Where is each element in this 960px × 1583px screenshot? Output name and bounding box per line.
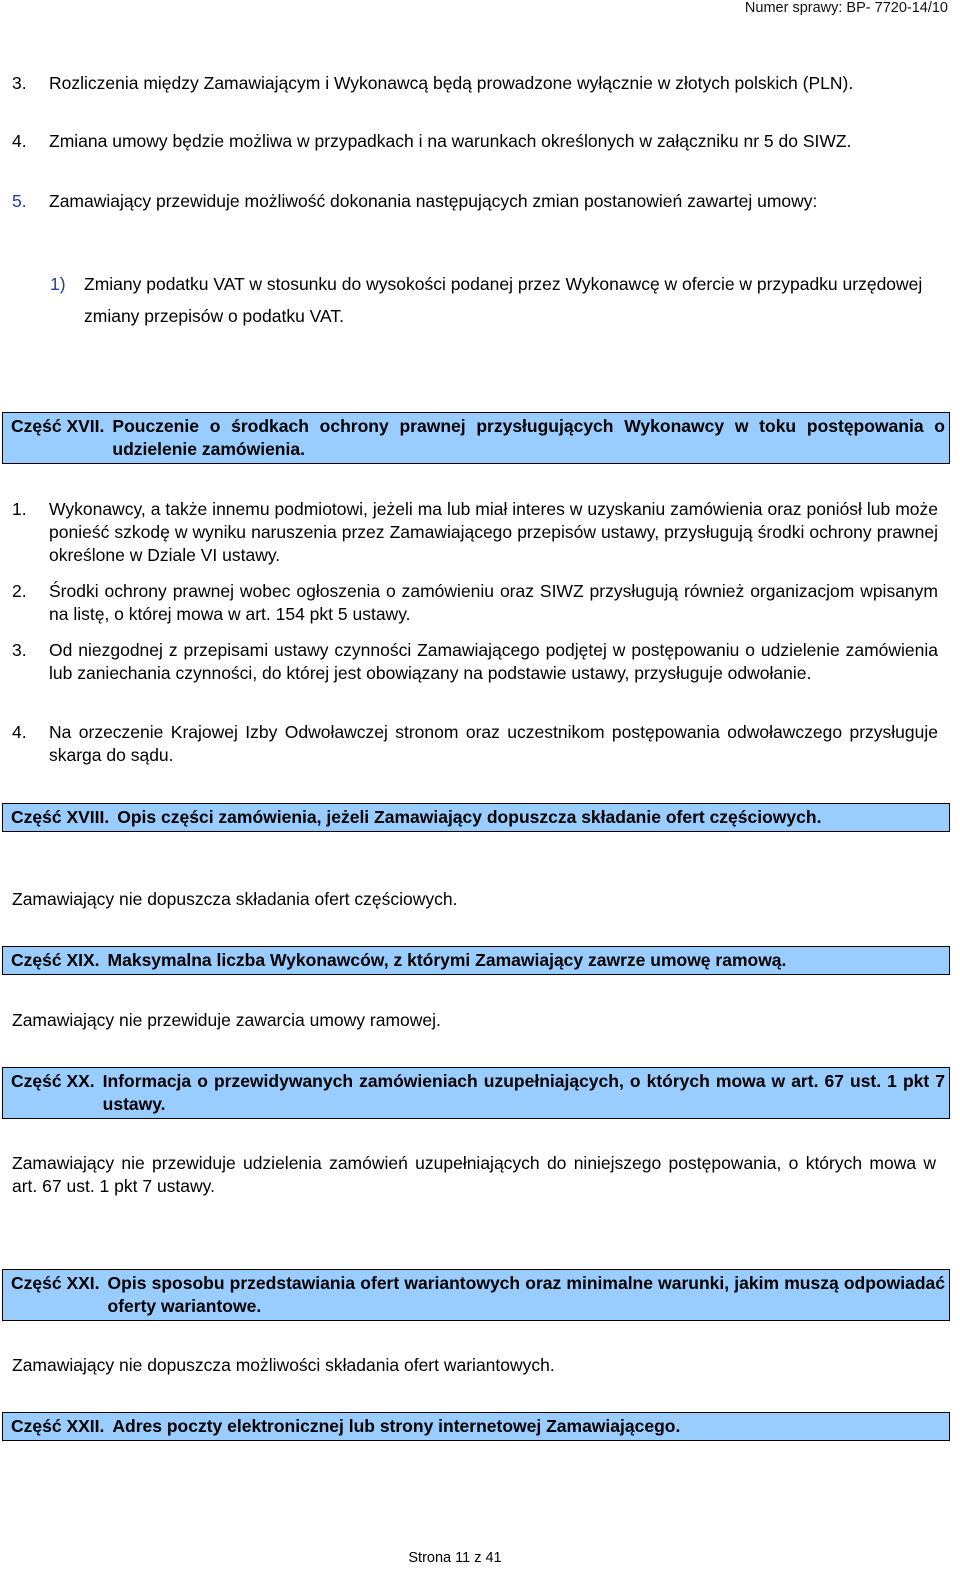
item-text: Wykonawcy, a także innemu podmiotowi, jeżeli ma lub miał interes w uzyskaniu zamówienia oraz poniósł lub może ponieść szkodę w wyniku naruszenia przez Zamawiającego przepisów ustawy, przysługują środki ochrony prawnej określone w Dziale VI ustawy. (49, 499, 938, 565)
item-text: Na orzeczenie Krajowej Izby Odwoławczej stronom oraz uczestnikom postępowania odwoławczego przysługuje skarga do sądu. (49, 722, 938, 765)
section-label: Część XVII. (11, 416, 105, 436)
section-title: Opis części zamówienia, jeżeli Zamawiający dopuszcza składanie ofert częściowych. (117, 807, 822, 827)
intro-item-5 (12, 185, 938, 217)
item-number: 4. (12, 131, 27, 151)
section-heading-xvii (2, 412, 950, 464)
item-text: Zmiana umowy będzie możliwa w przypadkach i na warunkach określonych w załączniku nr 5 do SIWZ. (49, 131, 852, 151)
item-text: Środki ochrony prawnej wobec ogłoszenia o zamówieniu oraz SIWZ przysługują również organizacjom wpisanym na listę, o której mowa w art. 154 pkt 5 ustawy. (49, 581, 938, 624)
section-title: Maksymalna liczba Wykonawców, z którymi Zamawiający zawrze umowę ramową. (107, 950, 787, 970)
section-heading-xxii (2, 1412, 950, 1441)
intro-item-3 (12, 72, 938, 95)
section-title: Pouczenie o środkach ochrony prawnej przysługujących Wykonawcy w toku postępowania o udzielenie zamówienia. (112, 416, 945, 459)
section-heading-xxi (2, 1269, 950, 1321)
section-heading-xviii (2, 803, 950, 832)
section-title: Adres poczty elektronicznej lub strony internetowej Zamawiającego. (112, 1416, 681, 1436)
item-number: 3. (12, 640, 27, 660)
item-number: 3. (12, 73, 27, 93)
xvii-item-3 (12, 639, 938, 685)
section-heading-xix (2, 946, 950, 975)
section-heading-xx (2, 1067, 950, 1119)
section-label: Część XVIII. (11, 807, 110, 827)
item-text: Rozliczenia między Zamawiającym i Wykonawcą będą prowadzone wyłącznie w złotych polskich (PLN). (49, 73, 854, 93)
xvii-item-1 (12, 498, 938, 567)
page-number: Strona 11 z 41 (408, 1550, 502, 1566)
item-number: 1. (12, 499, 27, 519)
sub-item-1 (50, 268, 930, 332)
sub-item-text: Zmiany podatku VAT w stosunku do wysokości podanej przez Wykonawcę w ofercie w przypadku urzędowej zmiany przepisów o podatku VAT. (84, 274, 923, 326)
paragraph-xix: Zamawiający nie przewiduje zawarcia umowy ramowej. (12, 1010, 441, 1030)
paragraph-xxi: Zamawiający nie dopuszcza możliwości składania ofert wariantowych. (12, 1355, 555, 1375)
item-text: Zamawiający przewiduje możliwość dokonania następujących zmian postanowień zawartej umowy: (49, 191, 818, 211)
section-title: Informacja o przewidywanych zamówieniach uzupełniających, o których mowa w art. 67 ust. 1 pkt 7 ustawy. (102, 1071, 945, 1114)
section-label: Część XIX. (11, 950, 100, 970)
xvii-item-2 (12, 580, 938, 626)
sub-item-number: 1) (50, 274, 66, 294)
item-number: 4. (12, 722, 27, 742)
item-number: 5. (12, 191, 27, 211)
section-title: Opis sposobu przedstawiania ofert wariantowych oraz minimalne warunki, jakim muszą odpowiadać oferty wariantowe. (107, 1273, 945, 1316)
intro-item-4 (12, 130, 938, 153)
item-text: Od niezgodnej z przepisami ustawy czynności Zamawiającego podjętej w postępowaniu o udzielenie zamówienia lub zaniechania czynności, do której jest obowiązany na podstawie ustawy, przysługuje odwołanie. (49, 640, 938, 683)
paragraph-xviii: Zamawiający nie dopuszcza składania ofert częściowych. (12, 889, 458, 909)
xvii-item-4 (12, 721, 938, 767)
section-label: Część XX. (11, 1071, 95, 1091)
item-number: 2. (12, 581, 27, 601)
paragraph-xx: Zamawiający nie przewiduje udzielenia zamówień uzupełniających do niniejszego postępowania, o których mowa w art. 67 ust. 1 pkt 7 ustawy. (12, 1153, 936, 1196)
section-label: Część XXII. (11, 1416, 105, 1436)
section-label: Część XXI. (11, 1273, 100, 1293)
case-number: Numer sprawy: BP- 7720-14/10 (744, 0, 948, 16)
